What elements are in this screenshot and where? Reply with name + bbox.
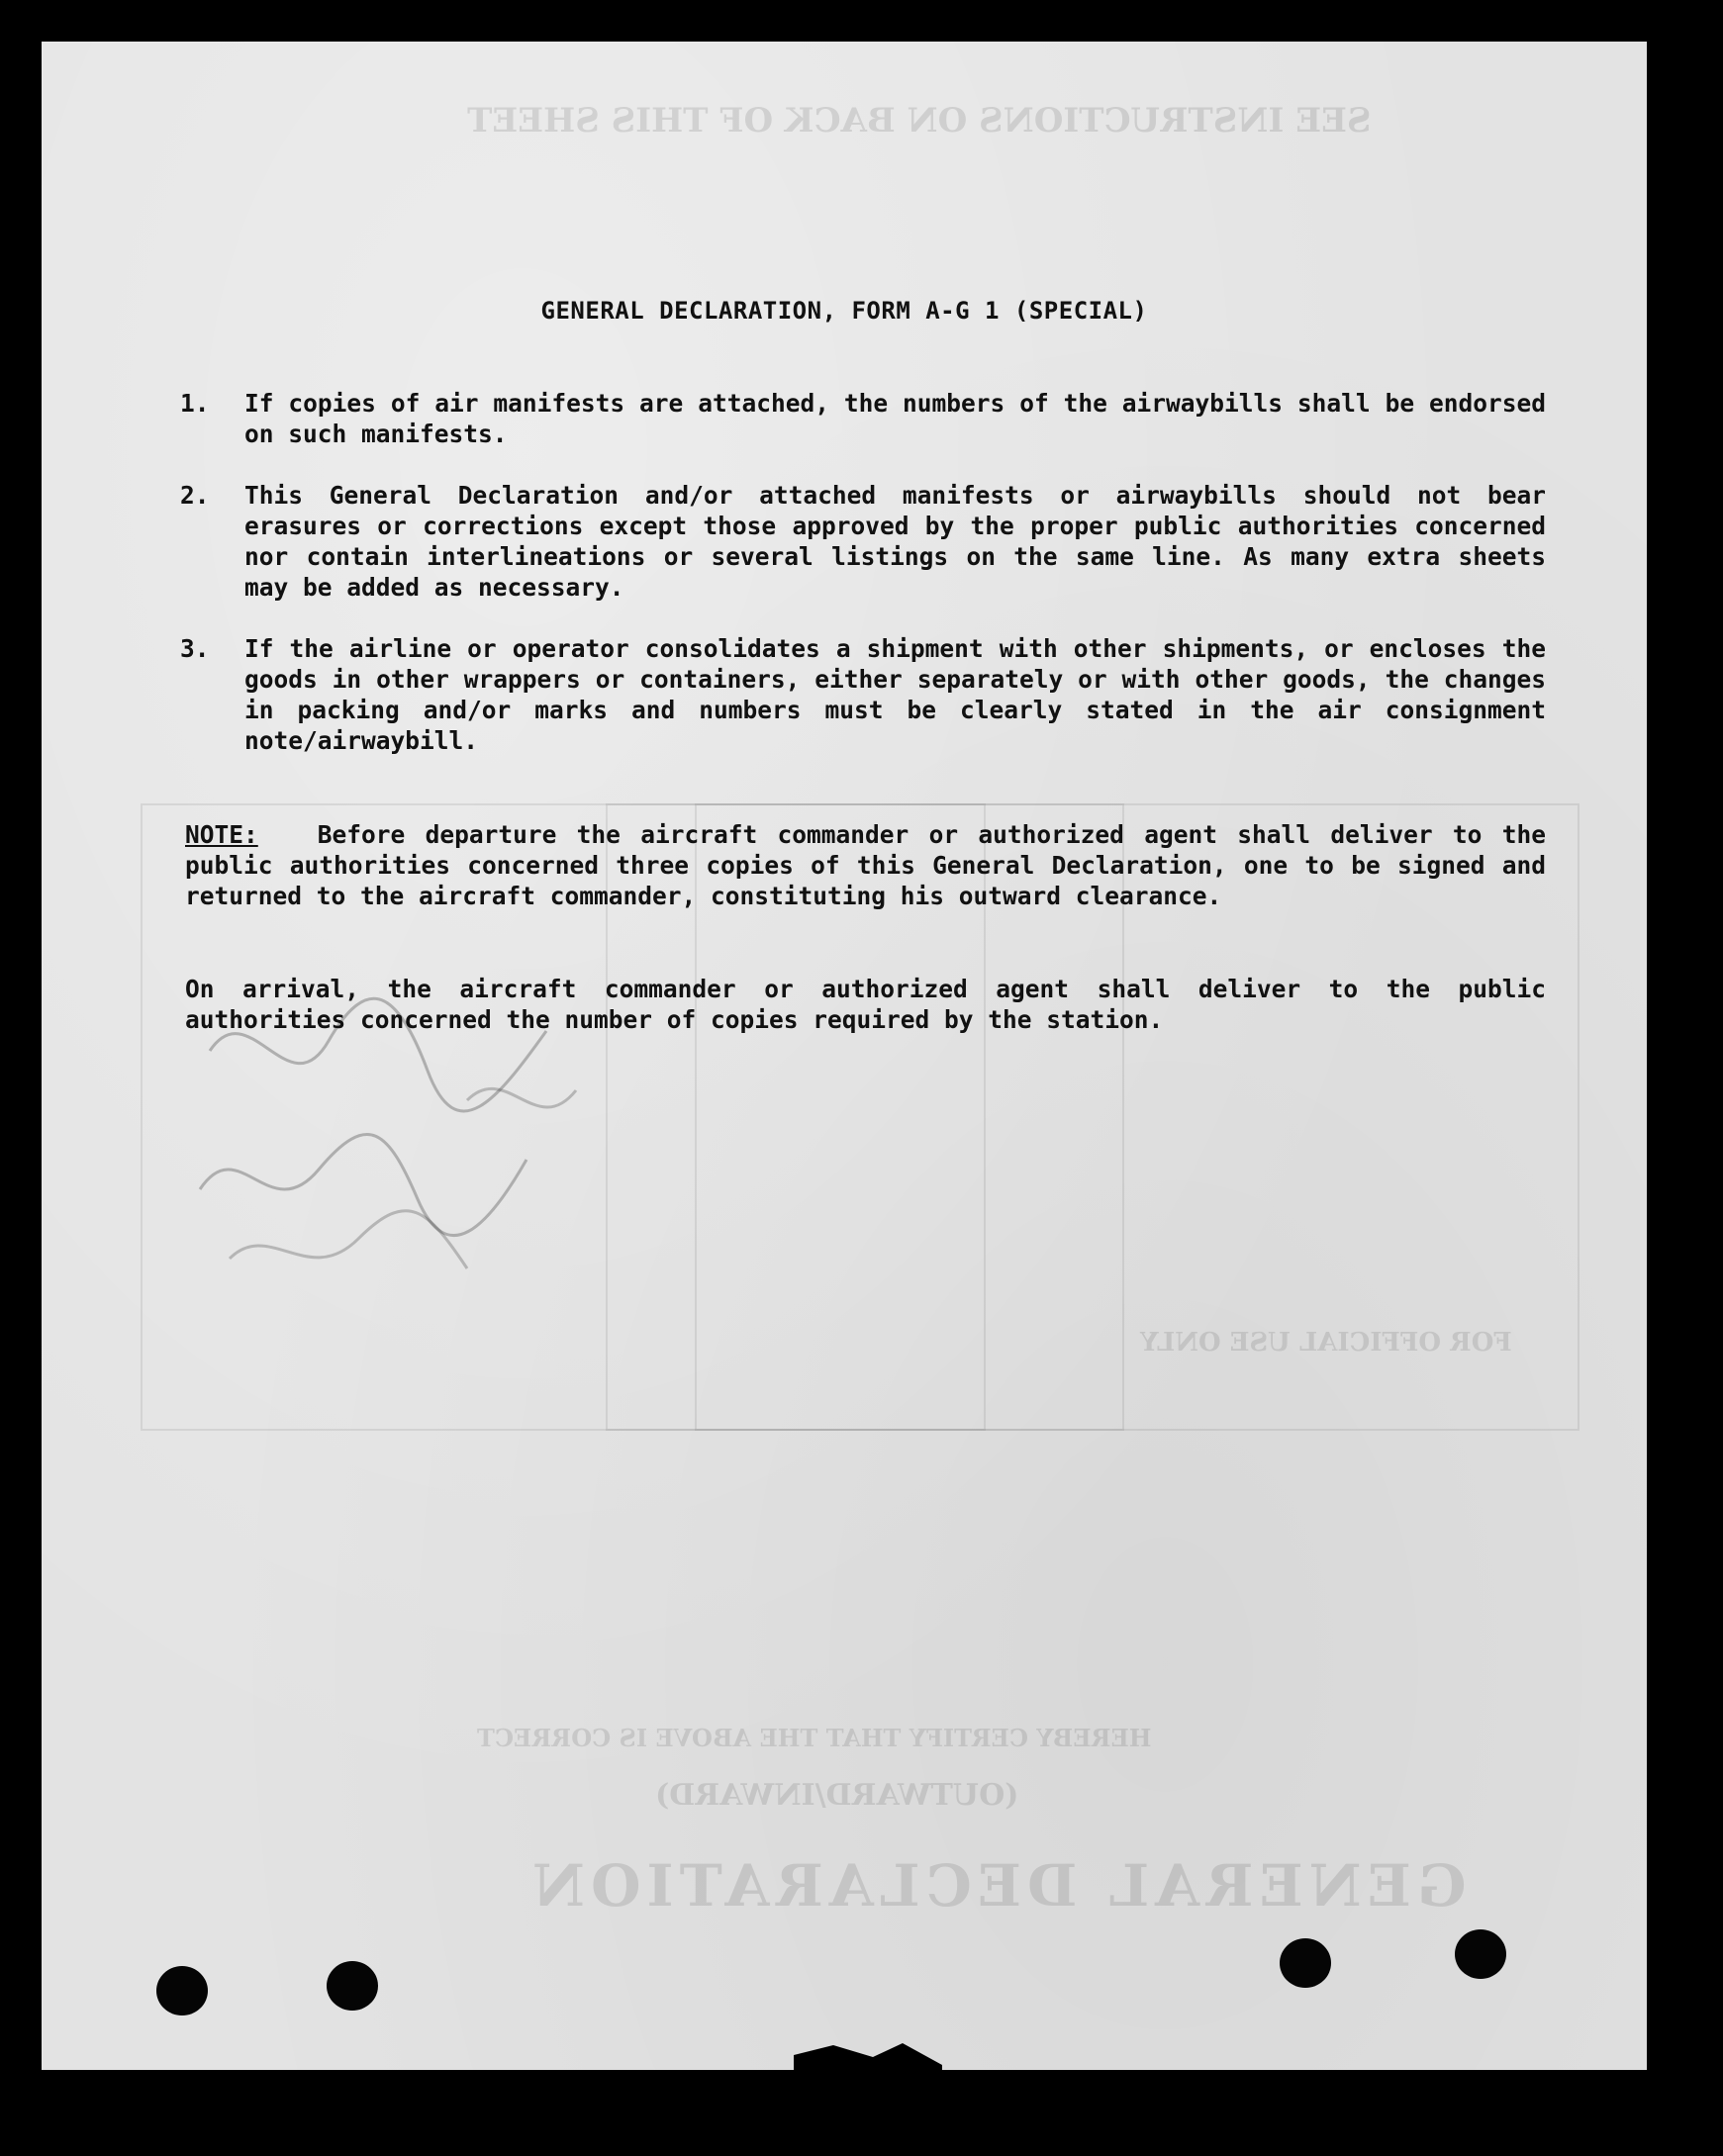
- instruction-number: 2.: [180, 481, 210, 510]
- instruction-number: 3.: [180, 634, 210, 663]
- bleed-through-text: SEE INSTRUCTIONS ON BACK OF THIS SHEET: [467, 101, 1372, 141]
- bleed-through-text: FOR OFFICIAL USE ONLY: [1140, 1328, 1512, 1358]
- declaration-instructions: [42, 42, 1647, 2070]
- punch-hole: [1280, 1938, 1331, 1988]
- instruction-item-1: [180, 388, 1546, 449]
- document-title: GENERAL DECLARATION, FORM A-G 1 (SPECIAL): [540, 297, 1148, 325]
- instruction-text: If copies of air manifests are attached, the numbers of the airwaybills shall be endorsed on such manifests.: [244, 389, 1546, 448]
- document-page: [42, 42, 1647, 2070]
- instruction-number: 1.: [180, 389, 210, 418]
- instruction-text: If the airline or operator consolidates a shipment with other shipments, or encloses the goods in other wrappers or containers, either separately or with other goods, the changes in packing and/or marks and numbers must be clearly stated in the air consignment note/airwaybill.: [244, 634, 1546, 755]
- bleed-through-text: (OUTWARD/INWARD): [655, 1778, 1019, 1813]
- note-text: Before departure the aircraft commander or authorized agent shall deliver to the public authorities concerned three copies of this General Declaration, one to be signed and returned to the aircraft commander, constituting his outward clearance.: [185, 820, 1546, 910]
- arrival-text: On arrival, the aircraft commander or authorized agent shall deliver to the public authorities concerned the number of copies required by the station.: [185, 975, 1546, 1034]
- punch-hole: [156, 1966, 208, 2015]
- note-label: NOTE:: [185, 820, 258, 849]
- instruction-item-2: [180, 480, 1546, 603]
- instruction-text: This General Declaration and/or attached manifests or airwaybills should not bear erasures or corrections except those approved by the proper public authorities concerned nor contain interlineations or several listings on the same line. As many extra sheets may be added as necessary.: [244, 481, 1546, 602]
- bleed-through-text: HEREBY CERTIFY THAT THE ABOVE IS CORRECT: [477, 1724, 1152, 1752]
- instruction-item-3: [180, 633, 1546, 756]
- note-paragraph: [185, 819, 1546, 911]
- arrival-paragraph: [185, 974, 1546, 1035]
- paper-tear: [794, 2035, 952, 2070]
- punch-hole: [1455, 1929, 1506, 1979]
- bleed-through-text: GENERAL DECLARATION: [526, 1852, 1467, 1920]
- punch-hole: [327, 1961, 378, 2011]
